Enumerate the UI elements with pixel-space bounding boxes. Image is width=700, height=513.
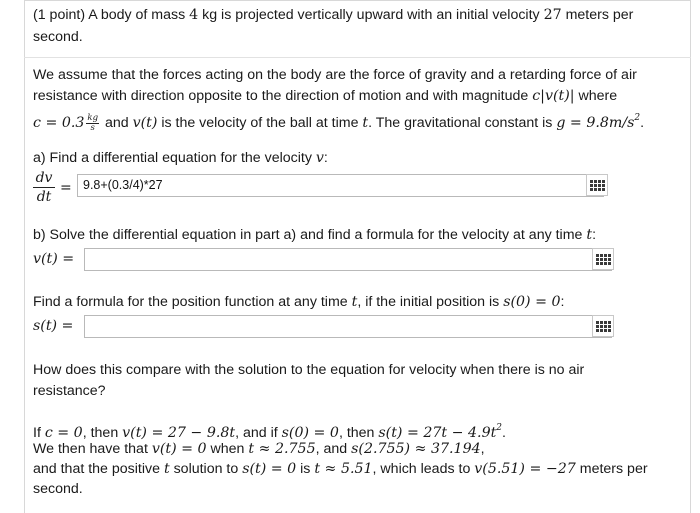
keyboard-grid-icon[interactable] bbox=[592, 315, 614, 337]
kg-per-s-fraction: $\frac{kg}{s}$ bbox=[87, 112, 99, 133]
compare-line2: resistance? bbox=[33, 383, 106, 399]
part-a-prompt: a) Find a differential equation for the velocity v: bbox=[33, 150, 328, 166]
compare-line1: How does this compare with the solution to the equation for velocity when there is no air bbox=[33, 362, 585, 378]
frame-left bbox=[24, 0, 25, 513]
assumption-line2: resistance with direction opposite to the direction of motion and with magnitude c|v(t)| where bbox=[33, 88, 618, 104]
problem-intro-line2: second. bbox=[33, 29, 83, 45]
problem-intro-line1: (1 point) A body of mass 4 kg is projected vertically upward with an initial velocity 27 meters per bbox=[33, 7, 634, 23]
solution-line4: second. bbox=[33, 481, 83, 497]
assumption-line1: We assume that the forces acting on the body are the force of gravity and a retarding force of air bbox=[33, 67, 637, 83]
solution-line2: We then have that v(t) = 0 when t ≈ 2.755, and s(2.755) ≈ 37.194, bbox=[33, 441, 485, 457]
part-a-equals: = bbox=[60, 180, 72, 196]
solution-line1: If c = 0, then v(t) = 27 − 9.8t, and if s(0) = 0, then $s(t) = 27t - 4.9t^2$. bbox=[33, 423, 506, 441]
part-c-answer-input[interactable] bbox=[84, 315, 612, 338]
part-c-label: s(t) = bbox=[33, 318, 74, 334]
keyboard-grid-icon[interactable] bbox=[592, 248, 614, 270]
section-divider bbox=[24, 57, 691, 58]
part-b-answer-input[interactable] bbox=[84, 248, 612, 271]
keyboard-grid-icon[interactable] bbox=[586, 174, 608, 196]
part-b-label: v(t) = bbox=[33, 251, 75, 267]
frame-top bbox=[24, 0, 691, 1]
part-a-answer-value: 9.8+(0.3/4)*27 bbox=[83, 178, 163, 192]
dv-dt-fraction: dv dt bbox=[33, 170, 55, 205]
frame-right bbox=[690, 0, 691, 513]
solution-line3: and that the positive t solution to s(t) = 0 is t ≈ 5.51, which leads to v(5.51) = −27 meters per bbox=[33, 461, 648, 477]
assumption-line3: c = 0.3 $\frac{kg}{s}$ and v(t) is the velocity of the ball at time t. The gravitational constant is $g = 9.8m/s^2$. bbox=[33, 112, 645, 133]
part-c-prompt: Find a formula for the position function at any time t, if the initial position is s(0) = 0: bbox=[33, 294, 565, 310]
part-a-answer-input[interactable] bbox=[77, 174, 604, 197]
part-b-prompt: b) Solve the differential equation in part a) and find a formula for the velocity at any time t: bbox=[33, 227, 597, 243]
